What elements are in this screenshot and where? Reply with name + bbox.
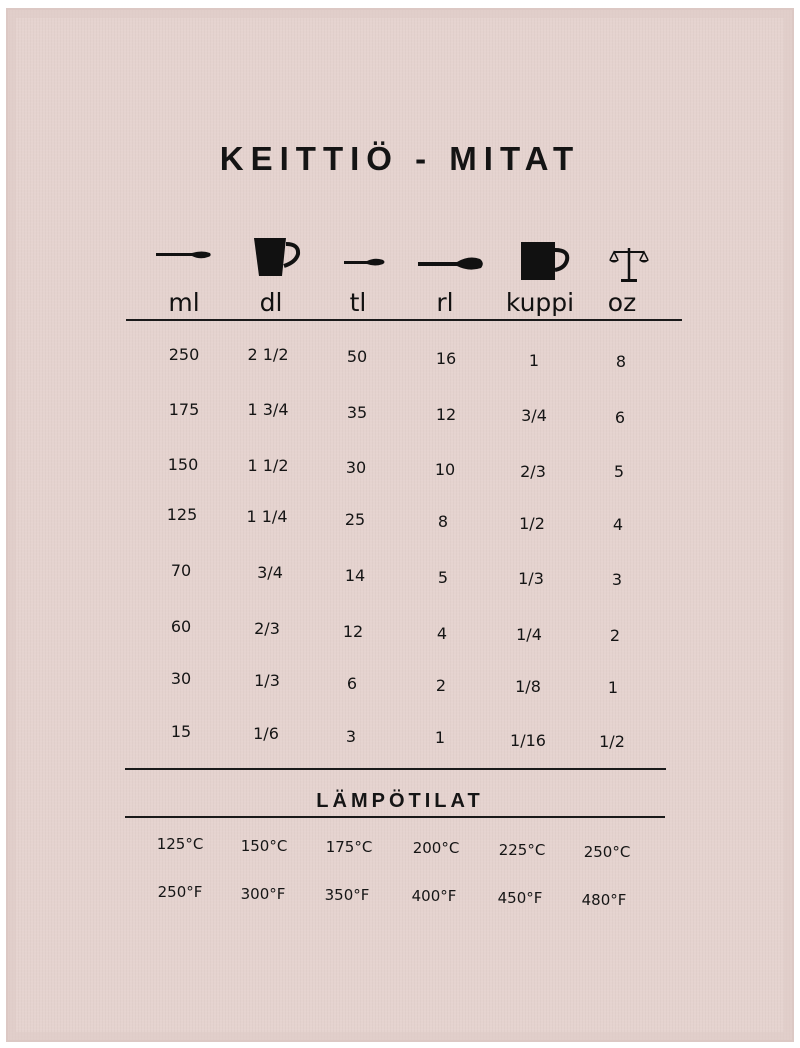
cell-kuppi: 1/4 [516, 625, 542, 644]
mug-icon [519, 240, 573, 282]
cell-dl: 2 1/2 [247, 345, 289, 364]
cell-kuppi: 3/4 [521, 406, 547, 425]
teaspoon-icon [343, 253, 387, 271]
cell-ml: 125 [166, 505, 198, 524]
cell-kuppi: 1/2 [519, 514, 545, 533]
cell-dl: 1 1/4 [246, 507, 288, 526]
column-header-tl: tl [349, 288, 367, 317]
cell-dl: 1/6 [253, 724, 279, 743]
cell-ml: 30 [170, 669, 192, 688]
cell-kuppi: 1/16 [510, 731, 546, 750]
cell-rl: 8 [437, 512, 449, 531]
column-header-dl: dl [259, 288, 283, 317]
page-title: KEITTIÖ - MITAT [219, 140, 581, 177]
header-divider [126, 319, 682, 321]
cell-oz: 4 [612, 515, 624, 534]
column-header-rl: rl [436, 288, 454, 317]
cell-oz: 2 [609, 626, 621, 645]
cell-tl: 30 [345, 458, 367, 477]
temperature-celsius: 200°C [412, 839, 460, 857]
cell-tl: 3 [345, 727, 357, 746]
cell-kuppi: 1 [528, 351, 540, 370]
column-header-oz: oz [607, 288, 637, 317]
column-header-ml: ml [168, 288, 200, 317]
temperature-fahrenheit: 480°F [581, 891, 627, 909]
cell-dl: 2/3 [254, 619, 280, 638]
temperature-fahrenheit: 300°F [240, 885, 286, 903]
cell-tl: 35 [346, 403, 368, 422]
scale-icon [608, 244, 650, 284]
cell-rl: 12 [435, 405, 457, 424]
cell-ml: 175 [168, 400, 200, 419]
measuring-cup-icon [250, 236, 304, 278]
cell-ml: 250 [168, 345, 200, 364]
temperature-fahrenheit: 400°F [411, 887, 457, 905]
temperatures-title: LÄMPÖTILAT [316, 790, 484, 812]
cell-dl: 1 3/4 [247, 400, 289, 419]
cell-dl: 1/3 [254, 671, 280, 690]
cell-tl: 6 [346, 674, 358, 693]
cell-oz: 1/2 [599, 732, 625, 751]
tablespoon-icon [154, 244, 214, 264]
cell-rl: 1 [434, 728, 446, 747]
temperature-fahrenheit: 350°F [324, 886, 370, 904]
temperature-celsius: 225°C [498, 841, 546, 859]
cell-rl: 10 [434, 460, 456, 479]
cell-rl: 2 [435, 676, 447, 695]
cell-tl: 50 [346, 347, 368, 366]
cell-kuppi: 2/3 [520, 462, 546, 481]
cell-oz: 8 [615, 352, 627, 371]
temperature-celsius: 150°C [240, 837, 288, 855]
temperature-fahrenheit: 250°F [157, 883, 203, 901]
cell-tl: 14 [344, 566, 366, 585]
cell-oz: 1 [607, 678, 619, 697]
temperature-celsius: 125°C [156, 835, 204, 853]
temperature-celsius: 250°C [583, 843, 631, 861]
cell-ml: 60 [170, 617, 192, 636]
cell-dl: 1 1/2 [247, 456, 289, 475]
cell-dl: 3/4 [257, 563, 283, 582]
cell-kuppi: 1/8 [515, 677, 541, 696]
cell-ml: 150 [167, 455, 199, 474]
cell-tl: 12 [342, 622, 364, 641]
cell-rl: 5 [437, 568, 449, 587]
temperature-fahrenheit: 450°F [497, 889, 543, 907]
cell-rl: 4 [436, 624, 448, 643]
large-spoon-icon [417, 252, 487, 276]
cell-rl: 16 [435, 349, 457, 368]
column-header-kuppi: kuppi [505, 288, 575, 317]
temperatures-divider [125, 816, 665, 818]
cell-tl: 25 [344, 510, 366, 529]
cell-oz: 6 [614, 408, 626, 427]
cell-oz: 3 [611, 570, 623, 589]
cell-ml: 70 [170, 561, 192, 580]
cell-kuppi: 1/3 [518, 569, 544, 588]
cell-oz: 5 [613, 462, 625, 481]
table-bottom-divider [125, 768, 666, 770]
cell-ml: 15 [170, 722, 192, 741]
temperature-celsius: 175°C [325, 838, 373, 856]
